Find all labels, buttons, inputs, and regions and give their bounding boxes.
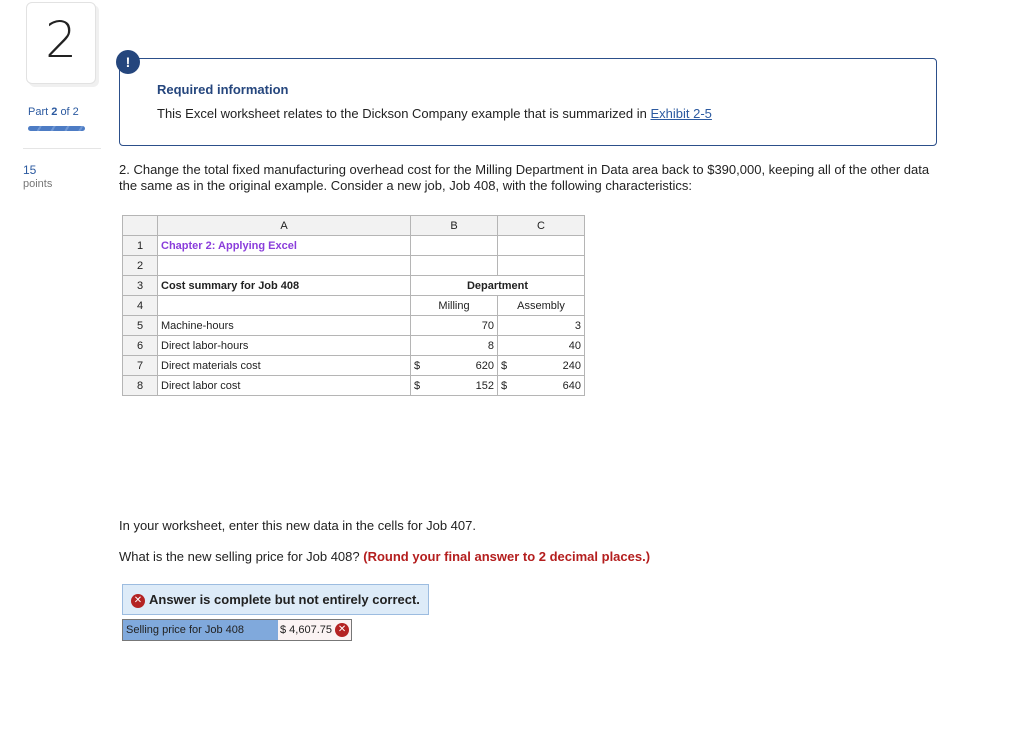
incorrect-icon: ✕ — [335, 623, 349, 637]
cell: Machine-hours — [158, 316, 411, 336]
table-row — [123, 316, 585, 336]
cell: Chapter 2: Applying Excel — [158, 236, 411, 256]
column-header: B — [411, 216, 498, 236]
question-number-card — [26, 2, 96, 84]
row-number: 1 — [123, 236, 158, 256]
row-number: 7 — [123, 356, 158, 376]
table-row — [123, 276, 585, 296]
cell: Cost summary for Job 408 — [158, 276, 411, 296]
column-header-row — [123, 216, 585, 236]
required-info-title: Required information — [157, 82, 289, 97]
points-label: points — [23, 178, 53, 190]
cell: $ 640 — [498, 376, 585, 396]
table-row — [123, 296, 585, 316]
answer-label: Selling price for Job 408 — [122, 619, 281, 641]
cell: Direct labor-hours — [158, 336, 411, 356]
part-indicator: Part 2 of 2 — [28, 106, 79, 118]
exhibit-link[interactable]: Exhibit 2-5 — [650, 106, 712, 121]
row-number: 5 — [123, 316, 158, 336]
part-progress-bar — [28, 126, 85, 131]
feedback-banner: ✕ Answer is complete but not entirely correct. — [122, 584, 429, 615]
table-row — [123, 336, 585, 356]
column-header: C — [498, 216, 585, 236]
required-info-text: This Excel worksheet relates to the Dickson Company example that is summarized in Exhibit 2-5 — [157, 106, 712, 121]
cell: 8 — [411, 336, 498, 356]
cell: Assembly — [498, 296, 585, 316]
error-icon: ✕ — [131, 594, 145, 608]
row-number: 8 — [123, 376, 158, 396]
cell: Milling — [411, 296, 498, 316]
cell: $ 620 — [411, 356, 498, 376]
cell: $ 240 — [498, 356, 585, 376]
row-number: 2 — [123, 256, 158, 276]
row-number: 4 — [123, 296, 158, 316]
answer-field[interactable]: $ 4,607.75 ✕ — [278, 619, 352, 641]
question-text: 2. Change the total fixed manufacturing overhead cost for the Milling Department in Data area back to $390,000, keeping all of the other data the same as in the original example. Consider a new job, Job 408, with the following characteristics: — [119, 162, 930, 193]
row-number: 3 — [123, 276, 158, 296]
required-information-box — [119, 58, 937, 146]
table-row — [123, 256, 585, 276]
divider — [23, 148, 101, 149]
cell: 3 — [498, 316, 585, 336]
column-header: A — [158, 216, 411, 236]
prompt-text: What is the new selling price for Job 408? (Round your final answer to 2 decimal places.) — [119, 549, 651, 564]
cell: Department — [411, 276, 585, 296]
cell: 40 — [498, 336, 585, 356]
table-row — [123, 376, 585, 396]
table-row — [123, 356, 585, 376]
cell: Direct labor cost — [158, 376, 411, 396]
table-row — [123, 236, 585, 256]
spreadsheet — [122, 215, 585, 396]
points-value: 15 — [23, 163, 37, 177]
question-number: 2 — [45, 11, 77, 69]
alert-icon: ! — [116, 50, 140, 74]
cell: Direct materials cost — [158, 356, 411, 376]
instruction-text: In your worksheet, enter this new data in the cells for Job 407. — [119, 518, 476, 533]
cell: $ 152 — [411, 376, 498, 396]
row-number: 6 — [123, 336, 158, 356]
cell: 70 — [411, 316, 498, 336]
